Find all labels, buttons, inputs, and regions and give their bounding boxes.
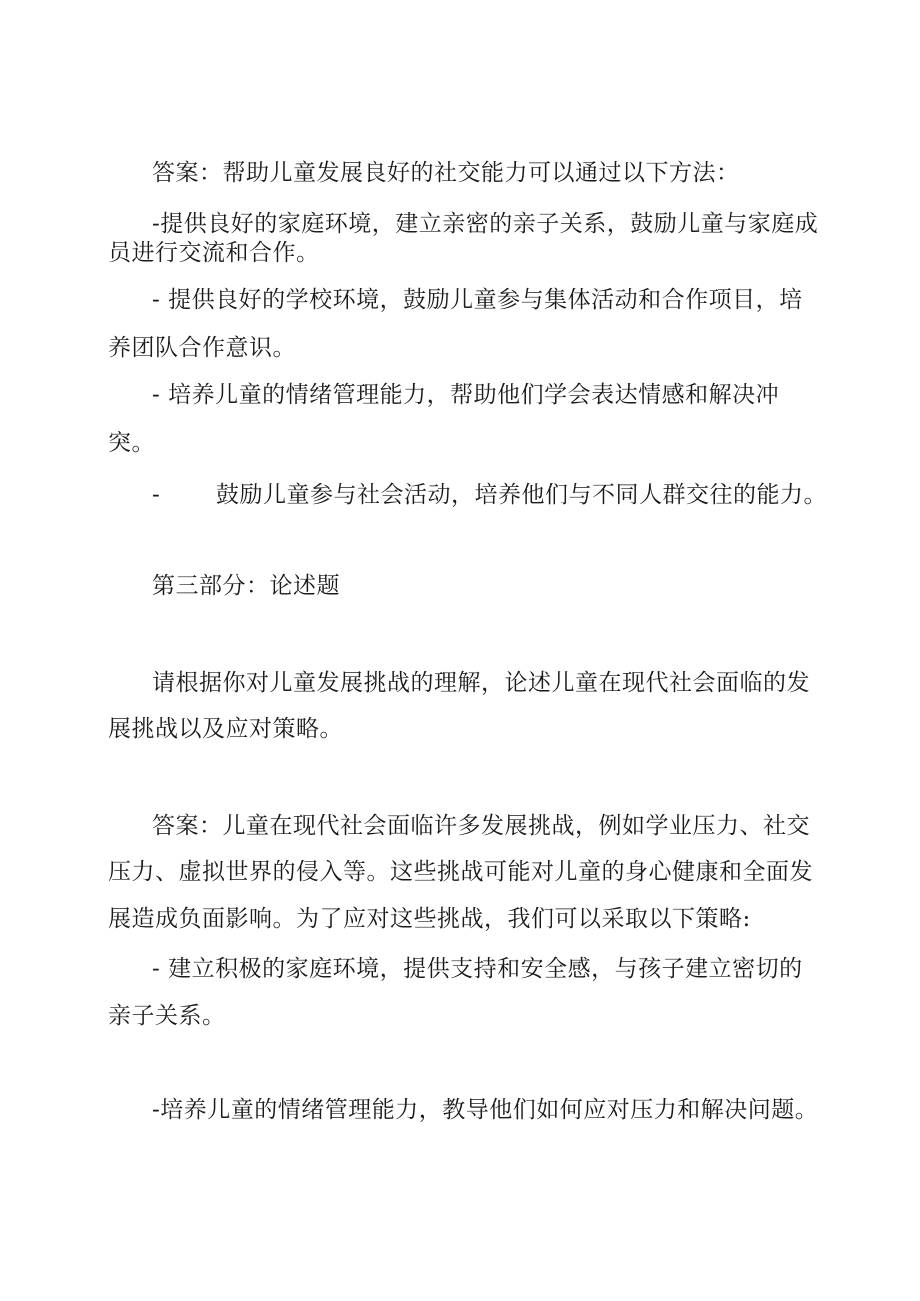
answer-intro: 答案：帮助儿童发展良好的社交能力可以通过以下方法： — [152, 160, 740, 186]
method-item-4-dash: - — [152, 482, 161, 508]
question-line-1: 请根据你对儿童发展挑战的理解，论述儿童在现代社会面临的发 — [152, 670, 810, 696]
method-item-3-line-1: - 培养儿童的情绪管理能力，帮助他们学会表达情感和解决冲 — [152, 382, 780, 408]
answer-line-1: 答案：儿童在现代社会面临许多发展挑战，例如学业压力、社交 — [152, 813, 810, 839]
method-item-2-line-2: 养团队合作意识。 — [108, 335, 296, 361]
strategy-1-line-1: - 建立积极的家庭环境，提供支持和安全感，与孩子建立密切的 — [152, 956, 803, 982]
strategy-2-line-1: -培养儿童的情绪管理能力，教导他们如何应对压力和解决问题。 — [152, 1097, 819, 1123]
section-heading: 第三部分：论述题 — [152, 573, 340, 599]
question-line-2: 展挑战以及应对策略。 — [108, 716, 343, 742]
answer-line-3: 展造成负面影响。为了应对这些挑战，我们可以采取以下策略: — [108, 906, 751, 932]
strategy-1-line-2: 亲子关系。 — [108, 1003, 226, 1029]
method-item-3-line-2: 突。 — [108, 430, 155, 456]
answer-line-2: 压力、虚拟世界的侵入等。这些挑战可能对儿童的身心健康和全面发 — [108, 859, 813, 885]
method-item-2-line-1: - 提供良好的学校环境，鼓励儿童参与集体活动和合作项目，培 — [152, 287, 803, 313]
method-item-1-line-1: -提供良好的家庭环境，建立亲密的亲子关系，鼓励儿童与家庭成 — [152, 211, 819, 237]
method-item-1-line-2: 员进行交流和合作。 — [108, 240, 320, 266]
method-item-4-text: 鼓励儿童参与社会活动，培养他们与不同人群交往的能力。 — [216, 482, 827, 508]
